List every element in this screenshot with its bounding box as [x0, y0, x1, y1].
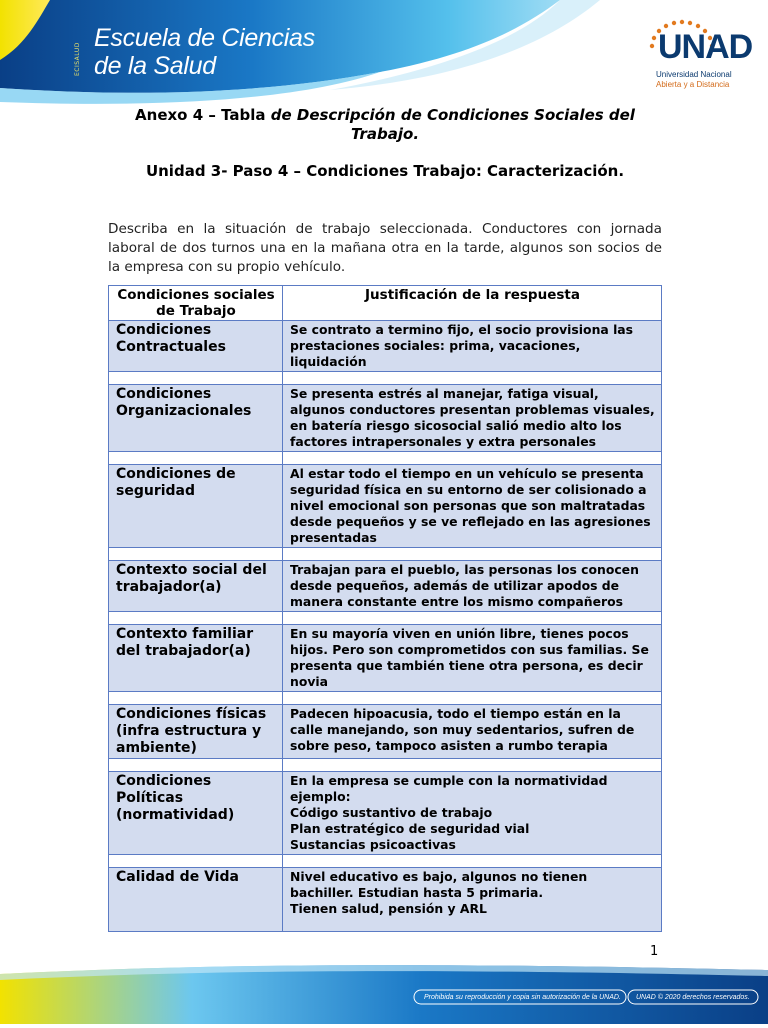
- table-row: [109, 385, 662, 452]
- title-line-2: Trabajo.: [350, 125, 420, 143]
- condition-cell: Condiciones físicas (infra estructura y ambiente): [109, 705, 283, 759]
- justification-cell: En la empresa se cumple con la normatividad ejemplo: Código sustantivo de trabajo Plan estratégico de seguridad vial Sustancias psicoactivas: [283, 772, 662, 855]
- table-row: [109, 321, 662, 372]
- table-row: [109, 705, 662, 759]
- condition-cell: Condiciones Políticas (normatividad): [109, 772, 283, 855]
- table-row: [109, 625, 662, 692]
- justification-cell: Padecen hipoacusia, todo el tiempo están en la calle manejando, son muy sedentarios, sufren de sobre peso, tampoco asisten a rumbo terapia: [283, 705, 662, 759]
- spacer-row: [109, 855, 662, 868]
- logo-subtitle-2: Abierta y a Distancia: [656, 80, 730, 89]
- justification-cell: Trabajan para el pueblo, las personas los conocen desde pequeños, además de utilizar apodos de manera constante entre los mismo compañeros: [283, 561, 662, 612]
- school-line-1: Escuela de Ciencias: [94, 24, 315, 52]
- footer-copyright: UNAD © 2020 derechos reservados.: [636, 994, 750, 1001]
- spacer-row: [109, 372, 662, 385]
- justification-cell: En su mayoría viven en unión libre, tienes pocos hijos. Pero son comprometidos con sus familias. Se presenta que también tiene otra persona, es decir novia: [283, 625, 662, 692]
- table-row: [109, 772, 662, 855]
- condition-cell: Condiciones de seguridad: [109, 465, 283, 548]
- condition-cell: Condiciones Organizacionales: [109, 385, 283, 452]
- justification-cell: Nivel educativo es bajo, algunos no tienen bachiller. Estudian hasta 5 primaria. Tienen salud, pensión y ARL: [283, 868, 662, 932]
- unad-logo: [620, 16, 753, 96]
- footer-banner: [0, 960, 768, 1024]
- logo-wordmark: UNAD: [658, 28, 753, 66]
- intro-paragraph: Describa en la situación de trabajo seleccionada. Conductores con jornada laboral de dos turnos una en la mañana otra en la tarde, algunos son socios de la empresa con su propio vehículo.: [108, 221, 662, 275]
- footer-notice: Prohibida su reproducción y copia sin autorización de la UNAD.: [424, 994, 621, 1001]
- table-row: [109, 868, 662, 932]
- condition-cell: Condiciones Contractuales: [109, 321, 283, 372]
- table-row: [109, 561, 662, 612]
- condition-cell: Calidad de Vida: [109, 868, 283, 932]
- spacer-row: [109, 692, 662, 705]
- title-italic: de Descripción de Condiciones Sociales del: [270, 106, 635, 124]
- header-conditions: Condiciones sociales de Trabajo: [109, 286, 283, 321]
- condition-cell: Contexto familiar del trabajador(a): [109, 625, 283, 692]
- spacer-row: [109, 612, 662, 625]
- logo-subtitle-1: Universidad Nacional: [656, 70, 732, 79]
- justification-cell: Se presenta estrés al manejar, fatiga visual, algunos conductores presentan problemas visuales, en batería riesgo sicosocial salió medio alto los factores intrapersonales y extra personales: [283, 385, 662, 452]
- school-name: [94, 24, 315, 80]
- spacer-row: [109, 452, 662, 465]
- vertical-tag: ECISALUD: [74, 42, 81, 76]
- conditions-table: [108, 285, 662, 932]
- spacer-row: [109, 759, 662, 772]
- header-banner: [0, 0, 768, 118]
- condition-cell: Contexto social del trabajador(a): [109, 561, 283, 612]
- document-subtitle: Unidad 3- Paso 4 – Condiciones Trabajo: Caracterización.: [145, 162, 625, 180]
- school-line-2: de la Salud: [94, 52, 216, 80]
- header-justification: Justificación de la respuesta: [283, 286, 662, 321]
- page-number: 1: [650, 944, 659, 959]
- footer-graphic: [0, 960, 768, 1024]
- table-header-row: [109, 286, 662, 321]
- justification-cell: Se contrato a termino fijo, el socio provisiona las prestaciones sociales: prima, vacaciones, liquidación: [283, 321, 662, 372]
- table-row: [109, 465, 662, 548]
- document-title: [110, 106, 660, 144]
- title-prefix: Anexo 4 – Tabla: [135, 106, 271, 124]
- spacer-row: [109, 548, 662, 561]
- justification-cell: Al estar todo el tiempo en un vehículo se presenta seguridad física en su entorno de ser colisionado a nivel emocional son personas que son maltratadas desde pequeños y se ve reflejado en las agresiones presentadas: [283, 465, 662, 548]
